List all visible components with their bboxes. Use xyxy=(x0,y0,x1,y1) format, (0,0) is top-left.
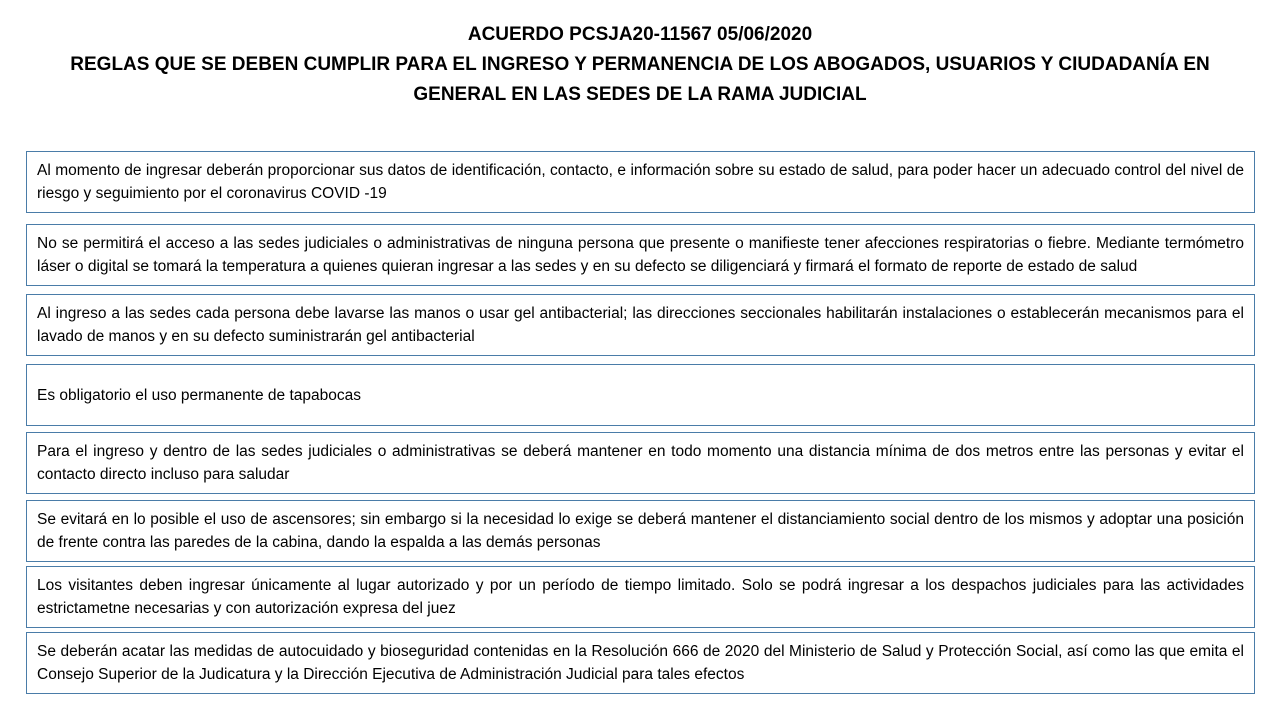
rule-box-6 xyxy=(26,500,1255,562)
rule-box-4 xyxy=(26,364,1255,426)
rule-text: Se deberán acatar las medidas de autocuidado y bioseguridad contenidas en la Resolución 666 de 2020 del Ministerio de Salud y Protección Social, así como las que emita el Consejo Superior de la Judicatura y la Dirección Ejecutiva de Administración Judicial para tales efectos xyxy=(37,643,1244,683)
rule-box-2 xyxy=(26,224,1255,286)
rule-text: No se permitirá el acceso a las sedes judiciales o administrativas de ninguna persona que presente o manifieste tener afecciones respiratorias o fiebre. Mediante termómetro láser o digital se tomará la temperatura a quienes quieran ingresar a las sedes y en su defecto se diligenciará y firmará el formato de reporte de estado de salud xyxy=(37,235,1244,275)
rule-text: Se evitará en lo posible el uso de ascensores; sin embargo si la necesidad lo exige se deberá mantener el distanciamiento social dentro de los mismos y adoptar una posición de frente contra las paredes de la cabina, dando la espalda a las demás personas xyxy=(37,511,1244,551)
rule-box-3 xyxy=(26,294,1255,356)
agreement-title: ACUERDO PCSJA20-11567 05/06/2020 xyxy=(467,24,813,45)
rules-title-line-2: GENERAL EN LAS SEDES DE LA RAMA JUDICIAL xyxy=(413,84,867,105)
document-header xyxy=(0,20,1280,110)
rules-title-line-1: REGLAS QUE SE DEBEN CUMPLIR PARA EL INGRESO Y PERMANENCIA DE LOS ABOGADOS, USUARIOS Y CIUDADANÍA EN xyxy=(70,54,1210,75)
rule-text: Al momento de ingresar deberán proporcionar sus datos de identificación, contacto, e información sobre su estado de salud, para poder hacer un adecuado control del nivel de riesgo y seguimiento por el coronavirus COVID -19 xyxy=(37,162,1244,202)
rule-text: Los visitantes deben ingresar únicamente al lugar autorizado y por un período de tiempo limitado. Solo se podrá ingresar a los despachos judiciales para las actividades estrictametne necesarias y con autorización expresa del juez xyxy=(37,577,1244,617)
rule-text: Es obligatorio el uso permanente de tapabocas xyxy=(37,386,361,404)
rule-text: Al ingreso a las sedes cada persona debe lavarse las manos o usar gel antibacterial; las direcciones seccionales habilitarán instalaciones o establecerán mecanismos para el lavado de manos y en su defecto suministrarán gel antibacterial xyxy=(37,305,1244,345)
rule-text: Para el ingreso y dentro de las sedes judiciales o administrativas se deberá mantener en todo momento una distancia mínima de dos metros entre las personas y evitar el contacto directo incluso para saludar xyxy=(37,443,1244,483)
rule-box-7 xyxy=(26,566,1255,628)
rule-box-1 xyxy=(26,151,1255,213)
rule-box-8 xyxy=(26,632,1255,694)
rule-box-5 xyxy=(26,432,1255,494)
